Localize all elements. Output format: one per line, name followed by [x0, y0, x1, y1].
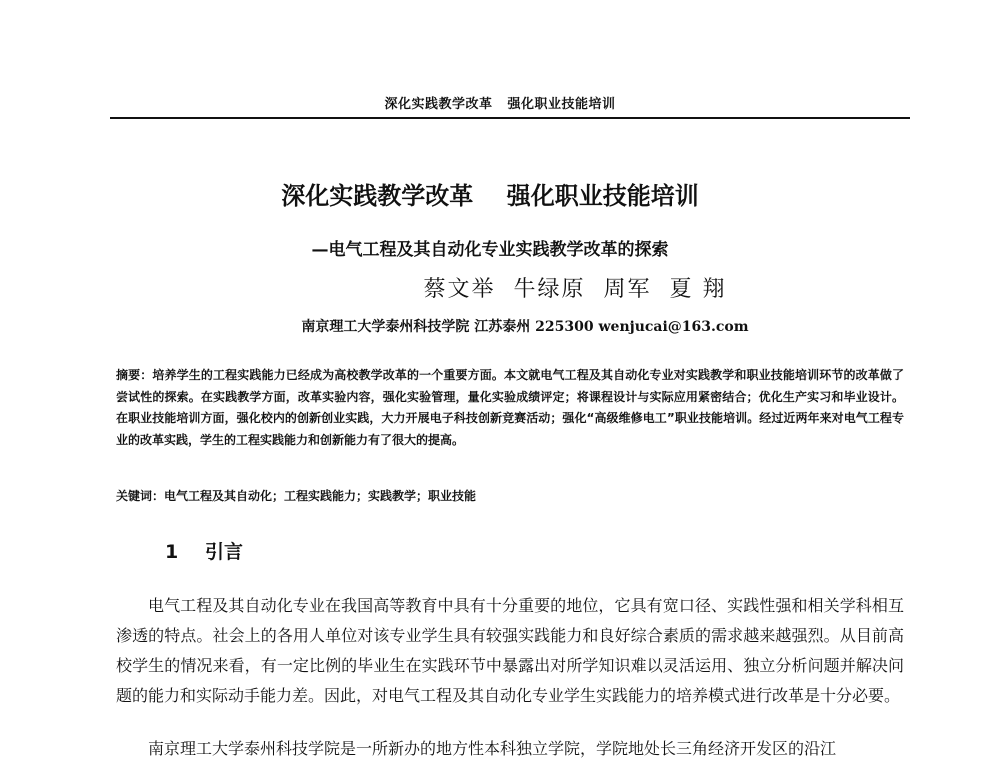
keywords-text: 电气工程及其自动化；工程实践能力；实践教学；职业技能	[164, 489, 477, 503]
section-number: 1	[165, 541, 179, 563]
paper-authors: 蔡文举 牛绿原 周军 夏 翔	[423, 277, 727, 302]
keywords	[116, 487, 904, 504]
section-title: 引言	[205, 541, 244, 563]
author-affiliation: 南京理工大学泰州科技学院 江苏泰州 225300 wenjucai@163.com	[301, 319, 749, 335]
paper-subtitle: —电气工程及其自动化专业实践教学改革的探索	[311, 240, 669, 260]
section-heading-intro	[165, 537, 243, 564]
keywords-label: 关键词：	[116, 489, 165, 503]
header-rule	[110, 117, 910, 119]
paper-title: 深化实践教学改革 强化职业技能培训	[281, 182, 699, 210]
body-paragraph-1: 电气工程及其自动化专业在我国高等教育中具有十分重要的地位，它具有宽口径、实践性强和相关学科相互渗透的特点。社会上的各用人单位对该专业学生具有较强实践能力和良好综合素质的需求越来越强烈。从目前高校学生的情况来看，有一定比例的毕业生在实践环节中暴露出对所学知识难以灵活运用、独立分析问题并解决问题的能力和实际动手能力差。因此，对电气工程及其自动化专业学生实践能力的培养模式进行改革是十分必要。	[116, 596, 904, 705]
body-paragraph-2: 南京理工大学泰州科技学院是一所新办的地方性本科独立学院，学院地处长三角经济开发区的沿江	[148, 739, 837, 758]
abstract-label: 摘要：	[116, 368, 153, 382]
abstract	[116, 365, 904, 451]
running-header: 深化实践教学改革 强化职业技能培训	[384, 97, 616, 112]
abstract-text: 培养学生的工程实践能力已经成为高校教学改革的一个重要方面。本文就电气工程及其自动化专业对实践教学和职业技能培训环节的改革做了尝试性的探索。在实践教学方面，改革实验内容，强化实验管理，量化实验成绩评定；将课程设计与实际应用紧密结合；优化生产实习和毕业设计。在职业技能培训方面，强化校内的创新创业实践，大力开展电子科技创新竞赛活动；强化“高级维修电工”职业技能培训。经过近两年来对电气工程专业的改革实践，学生的工程实践能力和创新能力有了很大的提高。	[116, 368, 904, 447]
